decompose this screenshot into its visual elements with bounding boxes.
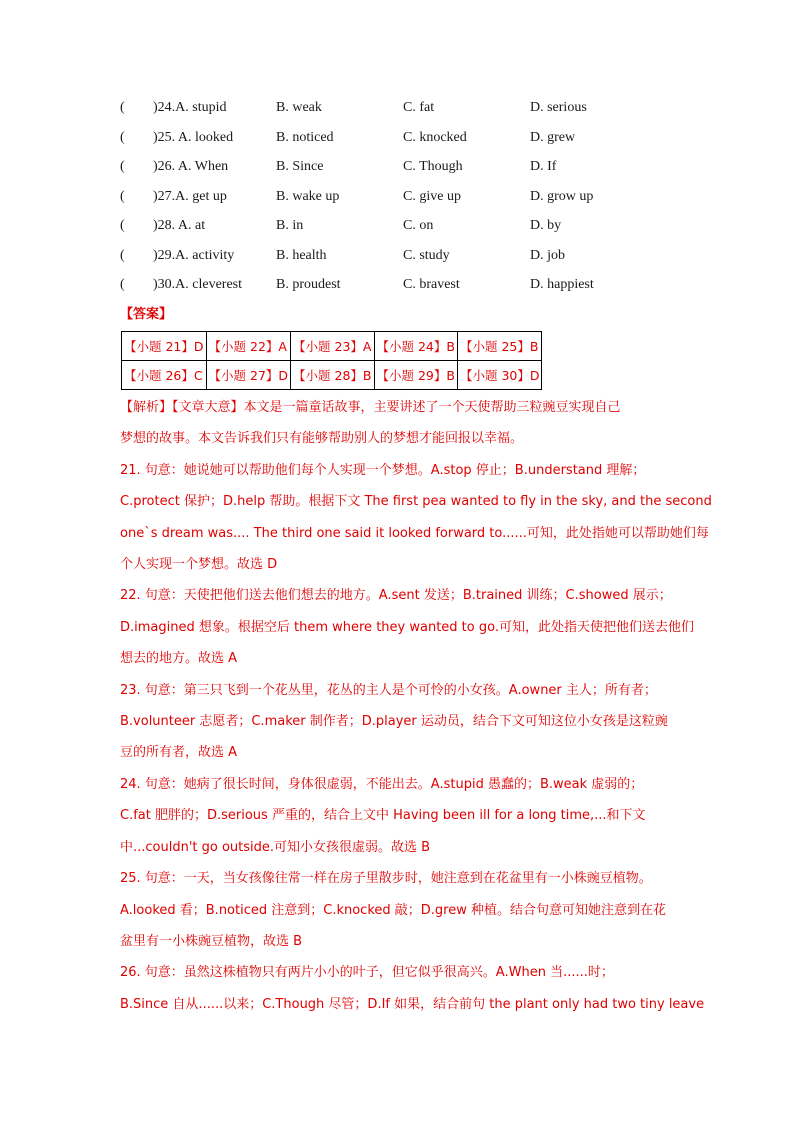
option-a: )24.A. stupid: [153, 100, 227, 115]
analysis-line: D.imagined 想象。根据空后 them where they wanted to go.可知，此处指天使把他们送去他们: [120, 619, 694, 635]
option-b: B. wake up: [276, 188, 340, 204]
answer-blank: (: [120, 159, 125, 174]
option-d: D. grow up: [530, 188, 594, 204]
analysis-line: C.fat 肥胖的；D.serious 严重的，结合上文中 Having been ill for a long time,...和下文: [120, 808, 646, 824]
answer-cell: 【小题 23】A: [291, 332, 374, 361]
analysis-line: 想去的地方。故选 A: [120, 651, 238, 667]
option-d: D. by: [530, 218, 562, 233]
option-b: B. weak: [276, 100, 322, 115]
answer-cell: 【小题 27】D: [206, 361, 291, 390]
answer-blank: (: [120, 129, 125, 145]
option-a: )28. A. at: [153, 218, 206, 233]
option-b: B. health: [276, 247, 327, 263]
analysis-line: 25. 句意：一天，当女孩像往常一样在房子里散步时，她注意到在花盆里有一小株豌豆植物。: [120, 871, 652, 887]
option-d: D. serious: [530, 100, 587, 115]
option-a: )26. A. When: [153, 159, 229, 174]
question-row: [0, 97, 800, 119]
option-b: B. noticed: [276, 129, 334, 145]
question-row: [0, 186, 800, 208]
option-b: B. in: [276, 218, 304, 233]
option-c: C. study: [403, 247, 450, 263]
analysis-line: 【解析】【文章大意】本文是一篇童话故事，主要讲述了一个天使帮助三粒豌豆实现自己: [120, 400, 621, 415]
answer-blank: (: [120, 218, 125, 233]
question-row: [0, 245, 800, 267]
answer-cell: 【小题 21】D: [122, 332, 207, 361]
answer-cell: 【小题 29】B: [374, 361, 457, 390]
answer-blank: (: [120, 247, 125, 263]
analysis-line: 26. 句意：虽然这株植物只有两片小小的叶子，但它似乎很高兴。A.When 当......时；: [120, 965, 614, 981]
analysis-line: B.Since 自从......以来；C.Though 尽管；D.If 如果，结合前句 the plant only had two tiny leave: [120, 996, 705, 1012]
analysis-line: 24. 句意：她病了很长时间，身体很虚弱，不能出去。A.stupid 愚蠢的；B.weak 虚弱的；: [120, 776, 644, 792]
answer-cell: 【小题 22】A: [206, 332, 291, 361]
analysis-line: 中...couldn't go outside.可知小女孩很虚弱。故选 B: [120, 839, 431, 855]
answer-blank: (: [120, 188, 125, 204]
option-b: B. proudest: [276, 277, 341, 292]
option-c: C. Though: [403, 159, 463, 174]
analysis-line: 个人实现一个梦想。故选 D: [120, 557, 278, 573]
analysis-line: 盆里有一小株豌豆植物，故选 B: [120, 933, 303, 949]
answer-cell: 【小题 28】B: [291, 361, 374, 390]
option-d: D. job: [530, 247, 565, 263]
option-d: D. grew: [530, 129, 576, 145]
question-row: [0, 156, 800, 178]
answer-cell: 【小题 25】B: [457, 332, 542, 361]
option-a: )27.A. get up: [153, 188, 227, 204]
question-row: [0, 127, 800, 149]
question-row: [0, 274, 800, 296]
analysis-line: 21. 句意：她说她可以帮助他们每个人实现一个梦想。A.stop 停止；B.understand 理解；: [120, 462, 646, 478]
question-row: [0, 215, 800, 237]
option-d: D. happiest: [530, 277, 594, 292]
answer-cell: 【小题 30】D: [457, 361, 542, 390]
option-c: C. give up: [403, 188, 461, 204]
analysis-line: 22. 句意：天使把他们送去他们想去的地方。A.sent 发送；B.trained 训练；C.showed 展示；: [120, 588, 672, 604]
analysis-line: 23. 句意：第三只飞到一个花丛里，花丛的主人是个可怜的小女孩。A.owner 主人；所有者；: [120, 682, 657, 698]
analysis-line: B.volunteer 志愿者；C.maker 制作者；D.player 运动员，结合下文可知这位小女孩是这粒豌: [120, 714, 668, 730]
analysis-section: [120, 392, 712, 1020]
option-b: B. Since: [276, 159, 324, 174]
option-c: C. knocked: [403, 129, 467, 145]
option-d: D. If: [530, 159, 557, 174]
answer-cell: 【小题 26】C: [122, 361, 207, 390]
answer-table: [121, 331, 542, 390]
answer-label: 【答案】: [120, 307, 173, 322]
option-a: )29.A. activity: [153, 247, 235, 263]
answer-cell: 【小题 24】B: [374, 332, 457, 361]
analysis-line: C.protect 保护；D.help 帮助。根据下文 The first pea wanted to fly in the sky, and the second: [120, 494, 712, 510]
analysis-line: 豆的所有者，故选 A: [120, 745, 238, 761]
answer-table-row: [122, 332, 542, 361]
answer-blank: (: [120, 100, 125, 115]
analysis-line: one`s dream was.... The third one said it looked forward to......可知，此处指她可以帮助她们每: [120, 525, 709, 541]
answer-blank: (: [120, 277, 125, 292]
option-c: C. fat: [403, 100, 435, 115]
option-a: )25. A. looked: [153, 129, 234, 145]
option-c: C. on: [403, 218, 434, 233]
option-a: )30.A. cleverest: [153, 277, 243, 292]
analysis-line: 梦想的故事。本文告诉我们只有能够帮助别人的梦想才能回报以幸福。: [120, 431, 524, 447]
answer-table-row: [122, 361, 542, 390]
analysis-line: A.looked 看；B.noticed 注意到；C.knocked 敲；D.grew 种植。结合句意可知她注意到在花: [120, 902, 666, 918]
option-c: C. bravest: [403, 277, 460, 292]
